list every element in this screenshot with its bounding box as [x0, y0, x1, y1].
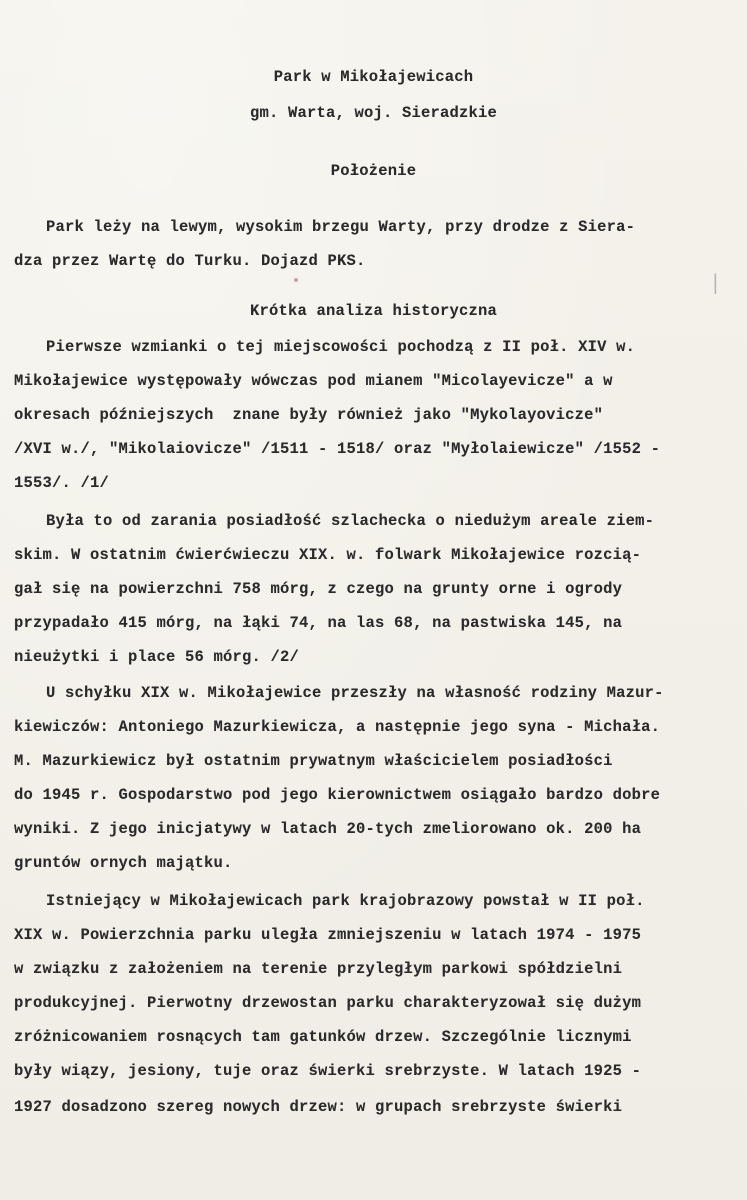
text-line: zróżnicowaniem rosnących tam gatunków drzew. Szczególnie licznymi [14, 1028, 632, 1046]
text-line: nieużytki i place 56 mórg. /2/ [14, 648, 300, 666]
document-subtitle: gm. Warta, woj. Sieradzkie [249, 104, 498, 122]
text-line: przypadało 415 mórg, na łąki 74, na las 68, na pastwiska 145, na [14, 614, 623, 632]
text-line: /XVI w./, "Mikolaiovicze" /1511 - 1518/ oraz "Myłolaiewicze" /1552 - [14, 440, 661, 458]
text-line: były wiązy, jesiony, tuje oraz świerki srebrzyste. W latach 1925 - [14, 1062, 642, 1080]
text-line: do 1945 r. Gospodarstwo pod jego kierownictwem osiągało bardzo dobre [14, 786, 661, 804]
text-line: produkcyjnej. Pierwotny drzewostan parku charakteryzował się dużym [14, 994, 642, 1012]
document-title: Park w Mikołajewicach [273, 68, 474, 86]
section-heading-location: Położenie [330, 162, 417, 180]
text-line: Mikołajewice występowały wówczas pod mianem "Micolayevicze" a w [14, 372, 613, 390]
text-line: U schyłku XIX w. Mikołajewice przeszły na własność rodziny Mazur- [46, 684, 664, 702]
text-line: 1927 dosadzono szereg nowych drzew: w grupach srebrzyste świerki [14, 1098, 623, 1116]
text-line: skim. W ostatnim ćwierćwieczu XIX. w. folwark Mikołajewice rozcią- [14, 546, 642, 564]
ink-speck [294, 278, 298, 282]
text-line: M. Mazurkiewicz był ostatnim prywatnym właścicielem posiadłości [14, 752, 613, 770]
text-line: wyniki. Z jego inicjatywy w latach 20-tych zmeliorowano ok. 200 ha [14, 820, 642, 838]
pencil-margin-mark: | [712, 270, 719, 294]
text-line: Była to od zarania posiadłość szlachecka o niedużym areale ziem- [46, 512, 655, 530]
text-line: Park leży na lewym, wysokim brzegu Warty, przy drodze z Siera- [46, 218, 636, 236]
text-line: gał się na powierzchni 758 mórg, z czego na grunty orne i ogrody [14, 580, 623, 598]
section-heading-history: Krótka analiza historyczna [249, 302, 498, 320]
text-line: gruntów ornych majątku. [14, 854, 233, 872]
text-line: 1553/. /1/ [14, 474, 110, 492]
text-line: kiewiczów: Antoniego Mazurkiewicza, a następnie jego syna - Michała. [14, 718, 661, 736]
text-line: dza przez Wartę do Turku. Dojazd PKS. [14, 252, 366, 270]
text-line: XIX w. Powierzchnia parku uległa zmniejszeniu w latach 1974 - 1975 [14, 926, 642, 944]
text-line: Istniejący w Mikołajewicach park krajobrazowy powstał w II poł. [46, 892, 645, 910]
text-line: w związku z założeniem na terenie przyległym parkowi spółdzielni [14, 960, 623, 978]
text-line: okresach późniejszych znane były również jako "Mykolayovicze" [14, 406, 604, 424]
text-line: Pierwsze wzmianki o tej miejscowości pochodzą z II poł. XIV w. [46, 338, 636, 356]
